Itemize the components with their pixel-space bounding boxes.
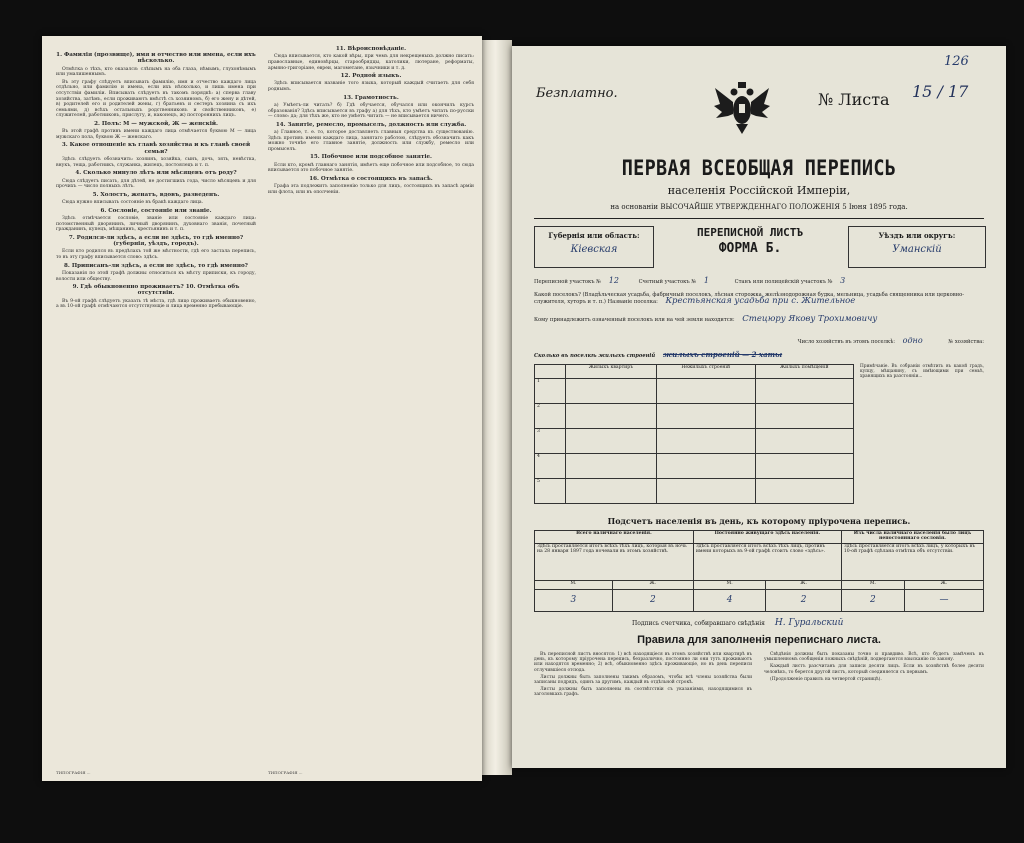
pop-value-present-f: 2 bbox=[612, 590, 693, 612]
settlement-label: Какой поселокъ? (Владѣльческая усадьба, фабричный поселокъ, лѣсная сторожка, желѣзнодорожная будка, мельница, усадьба священника или церковно-служителя, хуторъ и т. п.) Названіе поселка: bbox=[534, 292, 965, 305]
form-title-box bbox=[660, 222, 840, 266]
instructions-column-right bbox=[268, 44, 474, 197]
census-subtitle: населенія Россійской Имперіи, bbox=[667, 184, 851, 197]
instruction-number-8: 8. bbox=[64, 262, 70, 269]
pop-value-temporary-m: 2 bbox=[841, 590, 904, 612]
instruction-heading-8 bbox=[56, 263, 256, 269]
population-title: Подсчетъ населенія въ день, къ которому пріурочена перепись. bbox=[607, 516, 911, 526]
pop-desc-present: Здѣсь проставляется итогъ всѣхъ тѣхъ лицъ, которыя въ ночь на 28 января 1897 года ночевали въ этомъ хозяйствѣ. bbox=[535, 544, 694, 580]
rooms-header bbox=[534, 352, 782, 359]
rule-left-2: Листы должны быть заполнены въ соотвѣтствіи съ указаніями, находящимися въ заголовкахъ графъ. bbox=[534, 687, 752, 698]
rules-column-left bbox=[534, 652, 752, 700]
rooms-col-3: Жилыхъ помѣщеній bbox=[755, 365, 853, 379]
instruction-b-heading-0 bbox=[268, 46, 474, 52]
instruction-number-4: 4. bbox=[75, 170, 82, 177]
rules-column-right bbox=[764, 652, 984, 684]
instruction-text-2: Въ этой графѣ противъ имени каждаго лица отмѣчается буквою М — лица мужскаго пола, буквою Ж — женскаго. bbox=[56, 129, 256, 140]
instructions-column-left bbox=[56, 50, 256, 312]
instruction-number-6: 6. bbox=[100, 207, 107, 214]
instruction-number-3: 3. bbox=[61, 142, 68, 149]
households-count-label: Число хозяйствъ въ этомъ поселкѣ: bbox=[797, 339, 895, 345]
instruction-title-9: Гдѣ обыкновенно проживаетъ? 10. Отмѣтка объ отсутствіи. bbox=[80, 284, 240, 297]
instruction-heading-7 bbox=[56, 235, 256, 248]
census-legal-basis: на основаніи ВЫСОЧАЙШЕ УТВЕРЖДЕННАГО ПОЛОЖЕНІЯ 5 Іюня 1895 года. bbox=[610, 203, 908, 211]
households-count-value: одно bbox=[902, 336, 923, 345]
rooms-col-2: Нежилыхъ строеній bbox=[656, 365, 755, 379]
instruction-title-8: Приписанъ-ли здѣсь, а если не здѣсь, то гдѣ именно? bbox=[71, 262, 248, 269]
counting-district-value: 1 bbox=[703, 276, 709, 285]
pop-header-temporary: Изъ числа наличнаго населенія было лицъ непостояннаго сословія. bbox=[841, 531, 983, 544]
instruction-title-7: Родился-ли здѣсь, а если не здѣсь, то гдѣ именно? (губернія, уѣздъ, городъ). bbox=[76, 234, 244, 248]
divider bbox=[534, 218, 984, 219]
pop-sex-f-2: Ж. bbox=[766, 580, 842, 590]
instruction-text-0: Отмѣтка о тѣхъ, кто оказался: слѣпымъ на оба глаза, нѣмымъ, глухонѣмымъ или умалишеннымъ. bbox=[56, 66, 256, 78]
instruction-text-5: Сюда нужно вписывать состояніе въ бракѣ каждаго лица. bbox=[62, 200, 204, 206]
guberniya-value: Кіевская bbox=[570, 244, 618, 255]
instruction-number-2: 2. bbox=[94, 120, 100, 127]
archive-sheet-number: 126 bbox=[944, 54, 969, 69]
pop-value-present-m: 3 bbox=[535, 590, 613, 612]
printer-footer-left: ТИПОГРАФІЯ ... bbox=[56, 770, 91, 775]
instruction-title-4: Сколько минуло лѣтъ или мѣсяцевъ отъ роду? bbox=[83, 170, 237, 177]
instruction-b-title-4: 15. Побочное или подсобное занятіе. bbox=[309, 154, 433, 161]
rule-right-0: Свѣдѣнія должны быть показаны точно и правдиво. Всѣ, кто будетъ замѣченъ въ умышленномъ сообщеніи ложныхъ свѣдѣній, подвергаются взысканію по закону. bbox=[764, 652, 984, 663]
pop-value-permanent-f: 2 bbox=[766, 590, 842, 612]
instruction-text-6: Здѣсь отмѣчается сословіе, званіе или состояніе каждаго лица: потомственный дворянинъ, личный дворянинъ, духовнаго званія, почетный гражданинъ, купецъ, мѣщанинъ, крестьянинъ и т. п. bbox=[56, 216, 256, 233]
census-district-value: 12 bbox=[608, 276, 619, 285]
instruction-number-7: 7. bbox=[68, 234, 75, 241]
book-spine bbox=[482, 40, 512, 775]
double-headed-eagle-emblem bbox=[712, 80, 772, 136]
instruction-b-text-0: Сюда вписывается, кто какой вѣры, при чемъ для некрещеныхъ должно писать: православные, единовѣрцы, старообрядцы, католики, лютеране, реформаты, армяно-григоріане, евреи, магометане, язычники и т. д. bbox=[268, 54, 474, 71]
instruction-number-5: 5. bbox=[92, 191, 99, 198]
pop-sex-m-2: М. bbox=[693, 580, 766, 590]
instruction-title-6: Сословіе, состояніе или званіе. bbox=[108, 207, 212, 214]
instruction-text-4: Сюда слѣдуетъ писать, для дѣтей, не достигшихъ года, число мѣсяцевъ и для прочихъ — число полныхъ лѣтъ. bbox=[56, 178, 256, 190]
free-label: Безплатно. bbox=[536, 86, 618, 101]
instruction-b-text-4: Если кто, кромѣ главнаго занятія, имѣетъ еще побочное или подсобное, то сюда вписывается это побочное занятіе. bbox=[268, 162, 474, 174]
uezd-box bbox=[848, 226, 986, 268]
instruction-title-0: Фамилія (прозвище), имя и отчество или имена, если ихъ нѣсколько. bbox=[63, 52, 256, 65]
guberniya-box bbox=[534, 226, 654, 268]
owner-label: Кому принадлежитъ означенный поселокъ или на чей земли находится: bbox=[534, 317, 735, 323]
sheet-number-label: № Листа bbox=[818, 90, 890, 109]
instruction-text-3: Здѣсь слѣдуетъ обозначить: хозяинъ, хозяйка, сынъ, дочь, зять, невѣстка, внукъ, теща, работникъ, служанка, жилецъ, постоялецъ и т. п. bbox=[56, 157, 256, 168]
rooms-table: Жилыхъ квартиръ Нежилыхъ строеній Жилыхъ помѣщеній 1 2 3 4 5 bbox=[534, 364, 854, 504]
census-district-label: Переписной участокъ № bbox=[534, 279, 602, 285]
pop-desc-temporary: Здѣсь проставляется итогъ всѣхъ лицъ, у которыхъ въ 10-ой графѣ сдѣлана отмѣтка объ отсутствіи. bbox=[841, 544, 983, 580]
district-numbers-row bbox=[534, 278, 984, 285]
pop-sex-f-1: Ж. bbox=[612, 580, 693, 590]
rooms-header-handwritten: жилыхъ строеній — 2 хаты bbox=[663, 350, 783, 359]
households-row bbox=[534, 338, 984, 345]
instruction-text-8: Показанія по этой графѣ должны относиться къ мѣсту приписки, къ городу, волости или обществу. bbox=[56, 270, 256, 282]
settlement-row bbox=[534, 292, 984, 305]
rule-left-0: Въ переписной листъ вносятся: 1) всѣ находящіеся въ этомъ хозяйствѣ или квартирѣ въ день, къ которому пріурочена перепись, безразлично, постоянно ли они тутъ проживаютъ или находятся временно; 2) всѣ, обыкновенно здѣсь проживающіе, но въ день переписи отлучившіеся отсюда. bbox=[534, 652, 752, 673]
left-page-instructions bbox=[42, 36, 482, 781]
form-b-label: ФОРМА Б. bbox=[718, 241, 782, 256]
guberniya-label: Губернія или область: bbox=[548, 231, 640, 240]
police-district-value: 3 bbox=[840, 276, 846, 285]
instruction-b-heading-1 bbox=[268, 73, 474, 79]
instruction-text-1: Въ эту графу слѣдуетъ вписывать фамилію, имя и отчество каждаго лица отдѣльно, или фамилію и имена, если ихъ нѣсколько, и лишь имена при отсутствіи фамиліи. Вписывать слѣдуетъ въ такомъ порядкѣ: а) сперва главу хозяйства, затѣмъ, если проживаютъ вмѣстѣ съ хозяиномъ, б) его жену и дѣтей, в) родителей его и родителей жены, г) братьевъ и сестеръ хозяина съ ихъ семьями, д) всѣхъ остальныхъ родственниковъ и свойственниковъ, е) служителей, работниковъ, прислугу, и, наконецъ, ж) постороннихъ лицъ. bbox=[56, 79, 256, 119]
instruction-heading-2 bbox=[56, 121, 256, 127]
instruction-heading-0 bbox=[56, 52, 256, 65]
pop-sex-m-3: М. bbox=[841, 580, 904, 590]
rooms-header-label: Сколько въ поселкѣ жилыхъ строеній bbox=[534, 353, 656, 359]
signature-row bbox=[632, 618, 843, 628]
instruction-b-text-1: Здѣсь вписывается названіе того языка, который каждый считаетъ для себя роднымъ. bbox=[268, 81, 474, 92]
uezd-label: Уѣздъ или округъ: bbox=[878, 231, 956, 240]
instruction-heading-6 bbox=[56, 208, 256, 214]
owner-row bbox=[534, 316, 984, 323]
instruction-number-0: 1. bbox=[56, 52, 63, 58]
instruction-title-3: Какое отношеніе къ главѣ хозяйства и къ главѣ своей семьи? bbox=[69, 142, 251, 155]
settlement-value: Крестьянская усадьба при с. Жительное bbox=[665, 296, 856, 306]
instruction-heading-9 bbox=[56, 284, 256, 297]
pop-header-present: Всего наличнаго населенія. bbox=[535, 531, 694, 544]
instruction-title-2: Полъ: М — мужской, Ж — женскій. bbox=[101, 120, 218, 127]
printer-footer-right: ТИПОГРАФІЯ ... bbox=[268, 770, 303, 775]
pop-value-temporary-f: — bbox=[904, 590, 983, 612]
rule-right-2: (Продолженіе правилъ на четвертой страницѣ). bbox=[770, 676, 882, 682]
pop-sex-f-3: Ж. bbox=[904, 580, 983, 590]
owner-value: Стецюру Якову Трохимовичу bbox=[742, 314, 878, 324]
instruction-b-heading-4 bbox=[268, 154, 474, 160]
rooms-note: Примѣчаніе. Въ собраніи отмѣтить въ какой градъ, купцу, мѣщанину, съ имѣющими при семьѣ, хранящихъ на разстояніи... bbox=[860, 364, 984, 379]
census-title: ПЕРВАЯ ВСЕОБЩАЯ ПЕРЕПИСЬ bbox=[621, 156, 897, 181]
instruction-b-title-3: 14. Занятіе, ремесло, промыселъ, должность или служба. bbox=[275, 121, 467, 128]
instruction-b-title-5: 16. Отмѣтка о состоящихъ въ запасѣ. bbox=[309, 175, 433, 182]
instruction-heading-5 bbox=[56, 192, 256, 198]
instruction-heading-3 bbox=[56, 142, 256, 155]
signature-value: Н. Гуральский bbox=[774, 618, 844, 628]
instruction-b-title-0: 11. Вѣроисповѣданіе. bbox=[335, 46, 407, 52]
instruction-b-text-3: а) Главное, т. е. то, которое доставляетъ главныя средства къ существованію. Здѣсь противъ имени каждаго лица, занятаго работою, слѣдуетъ обозначить какъ можно точнѣе его главное занятіе, должность или службу, ремесло или промыселъ. bbox=[268, 130, 474, 152]
pop-desc-permanent: Здѣсь проставляется итогъ всѣхъ тѣхъ лицъ, противъ имени которыхъ въ 9-ой графѣ стоитъ слово «здѣсь». bbox=[693, 544, 841, 580]
instruction-b-heading-5 bbox=[268, 176, 474, 182]
instruction-number-9: 9. bbox=[72, 284, 79, 291]
right-page-census-form bbox=[512, 46, 1006, 768]
form-title: ПЕРЕПИСНОЙ ЛИСТЪ bbox=[697, 226, 803, 239]
household-number-label: № хозяйства: bbox=[948, 339, 984, 345]
uezd-value: Уманскій bbox=[892, 244, 942, 255]
counting-district-label: Счетный участокъ № bbox=[638, 279, 697, 285]
pop-header-permanent: Постоянно живущаго здѣсь населенія. bbox=[693, 531, 841, 544]
instruction-b-heading-3 bbox=[268, 122, 474, 128]
instruction-b-title-2: 13. Грамотность. bbox=[343, 94, 399, 101]
police-district-label: Станъ или полицейскій участокъ № bbox=[734, 279, 833, 285]
instruction-b-title-1: 12. Родной языкъ. bbox=[340, 73, 402, 80]
rooms-col-1: Жилыхъ квартиръ bbox=[566, 365, 657, 379]
population-table bbox=[534, 530, 984, 612]
instruction-text-9: Въ 9-ой графѣ слѣдуетъ указать тѣ мѣста, гдѣ лицо проживаетъ обыкновенно, а въ 10-ой графѣ отмѣчаются отсутствующіе и лица временно пребывающіе. bbox=[56, 298, 256, 310]
instruction-b-heading-2 bbox=[268, 95, 474, 101]
instruction-b-text-5: Графа эта подлежитъ заполненію только для лицъ, состоящихъ въ запасѣ арміи или флота, или въ ополченіи. bbox=[268, 184, 474, 195]
rule-left-1: Листы должны быть заполнены такимъ образомъ, чтобы всѣ члены хозяйства были записаны подрядъ, одинъ за другимъ, каждый въ отдѣльной строкѣ. bbox=[534, 674, 752, 686]
pop-value-permanent-m: 4 bbox=[693, 590, 766, 612]
instruction-title-5: Холостъ, женатъ, вдовъ, разведенъ. bbox=[100, 191, 220, 198]
rule-right-1: Каждый листъ разсчитанъ для записи десяти лицъ. Если въ хозяйствѣ более десяти человѣкъ, то берется другой листъ, который соединяется съ первымъ. bbox=[764, 664, 984, 675]
sheet-number-handwritten: 15 / 17 bbox=[912, 82, 969, 101]
rules-title: Правила для заполненія переписнаго листа. bbox=[637, 634, 881, 646]
signature-label: Подпись счетчика, собиравшаго свѣдѣнія bbox=[632, 620, 765, 627]
pop-sex-m-1: М. bbox=[535, 580, 613, 590]
instruction-b-text-2: а) Умѣетъ-ли читать? б) Гдѣ обучается, обучался или окончилъ курсъ образованія? Здѣсь вписывается въ графу а) для тѣхъ, кто умѣетъ читать по-русски — слово: да; для тѣхъ же, кто не умѣетъ читать — не вписывается ничего. bbox=[268, 102, 474, 120]
instruction-heading-4 bbox=[56, 170, 256, 176]
instruction-text-7: Если кто родился въ предѣлахъ той же мѣстности, гдѣ его застала перепись, то въ эту графу вписывается слово: здѣсь. bbox=[56, 249, 256, 260]
